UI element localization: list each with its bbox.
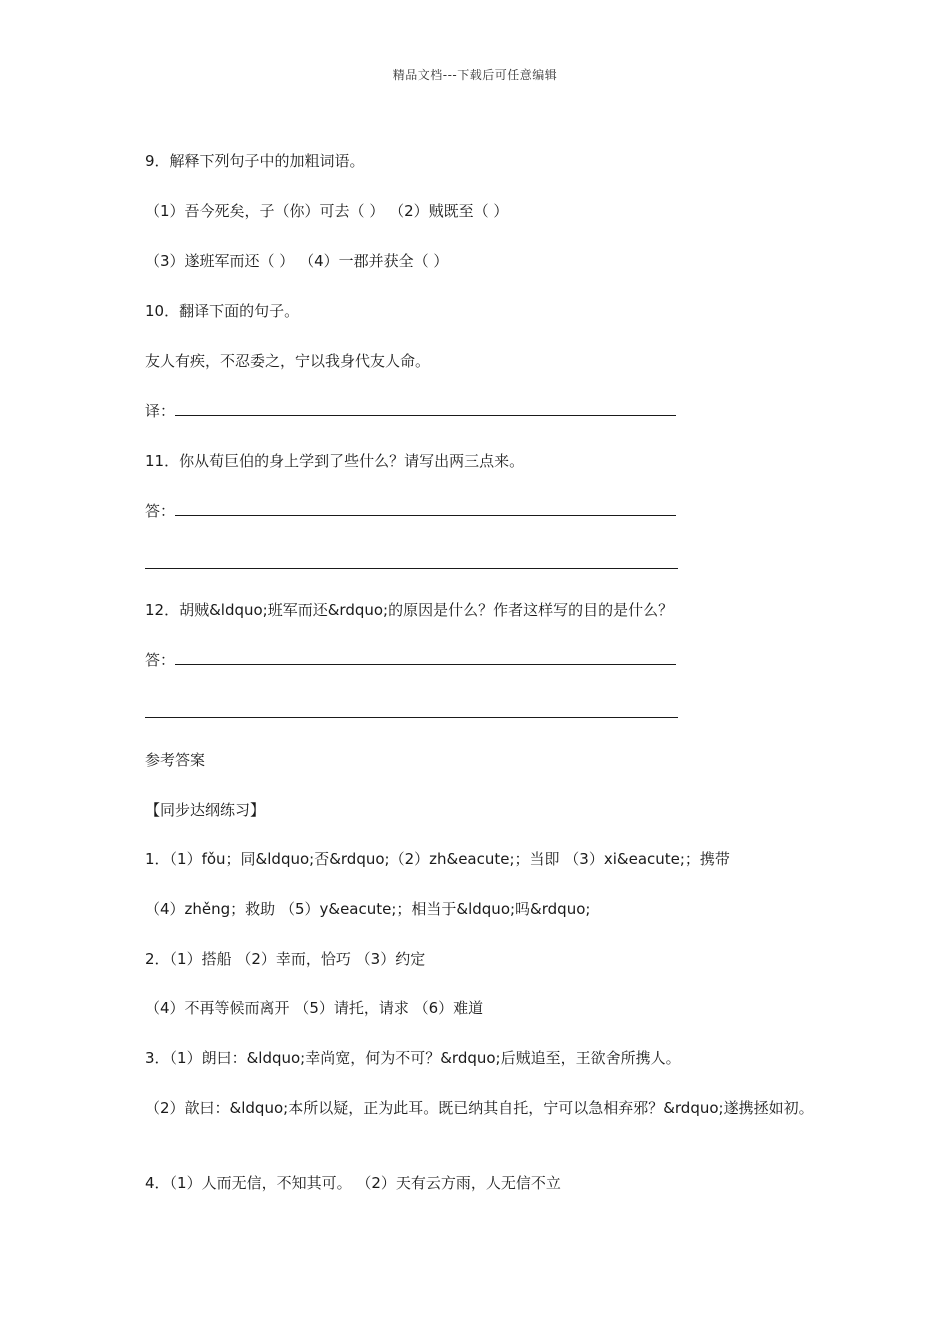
question-10-title: 10．翻译下面的句子。: [145, 302, 300, 320]
answer-label: 答：: [145, 651, 176, 669]
question-10-answer-row: [145, 398, 825, 424]
answer-blank[interactable]: [175, 650, 676, 665]
answers-title: 参考答案: [145, 751, 206, 769]
page-header: 精品文档---下载后可任意编辑: [392, 68, 558, 82]
answers-section-heading: 【同步达纲练习】: [145, 801, 266, 819]
question-11-title: 11．你从荀巨伯的身上学到了些什么？请写出两三点来。: [145, 452, 525, 470]
answer-3-line-1: 3．（1）朗曰：&ldquo;幸尚宽，何为不可？&rdquo;后贼追至，王欲舍所携人。: [145, 1049, 681, 1067]
question-12-title: 12．胡贼&ldquo;班军而还&rdquo;的原因是什么？作者这样写的目的是什么？: [145, 601, 674, 619]
answer-blank-continuation[interactable]: [145, 567, 678, 569]
question-9-line-1: （1）吾今死矣，子（你）可去（ ） （2）贼既至（ ）: [145, 202, 509, 220]
answer-label: 答：: [145, 502, 176, 520]
answer-1-line-2: （4）zhěng；救助 （5）y&eacute;；相当于&ldquo;吗&rdquo;: [145, 900, 591, 918]
answer-blank[interactable]: [175, 401, 676, 416]
answer-blank-continuation[interactable]: [145, 716, 678, 718]
answer-1-line-1: 1．（1）fǒu；同&ldquo;否&rdquo;（2）zh&eacute;；当即 （3）xi&eacute;；携带: [145, 850, 730, 868]
answer-blank[interactable]: [175, 501, 676, 516]
question-9-line-2: （3）遂班军而还（ ） （4）一郡并获全（ ）: [145, 252, 449, 270]
answer-2-line-2: （4）不再等候而离开 （5）请托，请求 （6）难道: [145, 999, 484, 1017]
answer-label: 译：: [145, 402, 176, 420]
question-12-answer-row: [145, 647, 825, 673]
answer-2-line-1: 2．（1）搭船 （2）幸而，恰巧 （3）约定: [145, 950, 426, 968]
answer-4-line-1: 4．（1）人而无信，不知其可。 （2）天有云方雨，人无信不立: [145, 1174, 561, 1192]
answer-3-line-2: （2）歆曰：&ldquo;本所以疑，正为此耳。既已纳其自托，宁可以急相弃邪？&rdquo;遂携拯如初。: [145, 1099, 814, 1117]
question-9-title: 9．解释下列句子中的加粗词语。: [145, 152, 365, 170]
question-10-sentence: 友人有疾，不忍委之，宁以我身代友人命。: [145, 352, 431, 370]
question-11-answer-row: [145, 498, 825, 524]
